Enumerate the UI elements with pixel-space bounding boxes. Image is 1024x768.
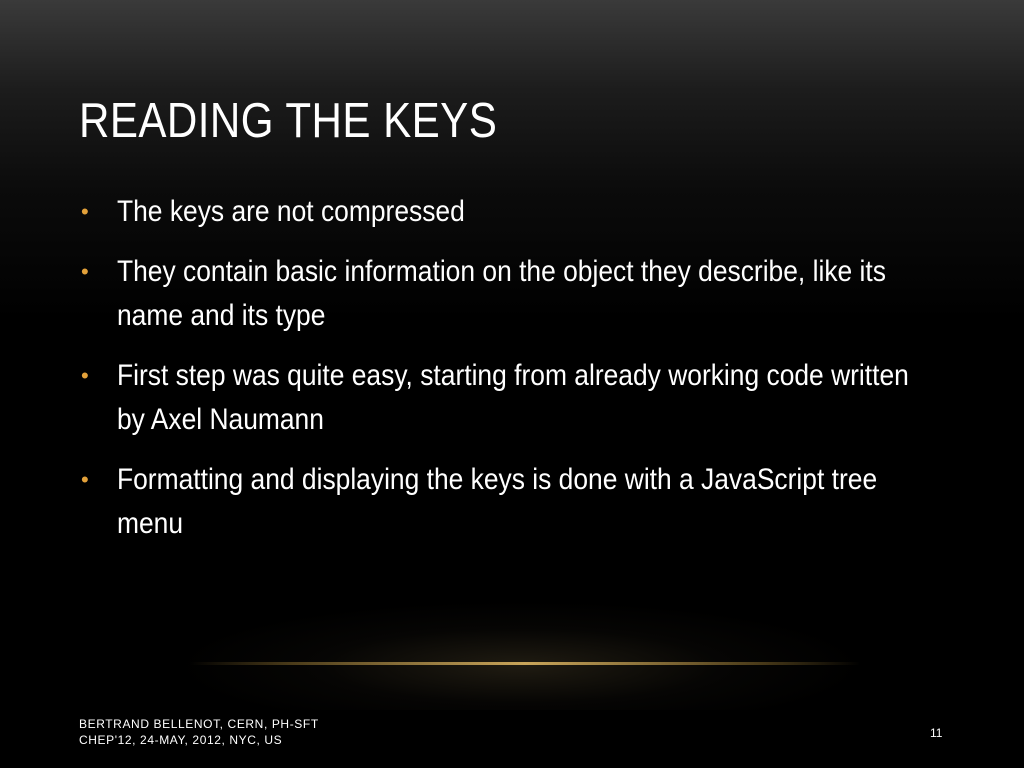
footer-event: CHEP'12, 24-MAY, 2012, NYC, US [79,733,283,747]
bullet-item [79,250,939,338]
bullet-item [79,190,939,234]
bullet-item [79,458,939,546]
bullet-text: They contain basic information on the object they describe, like its name and its type [117,255,886,332]
bullet-icon: • [81,259,89,284]
footer [79,716,319,748]
bottom-glow [170,600,870,710]
bullet-item [79,354,939,442]
bullet-text: First step was quite easy, starting from already working code written by Axel Naumann [117,359,909,436]
page-number: 11 [930,726,943,740]
divider-line [190,662,860,665]
slide-title: READING THE KEYS [79,94,498,148]
bullet-icon: • [81,363,89,388]
footer-author: BERTRAND BELLENOT, CERN, PH-SFT [79,717,319,731]
bullet-list [79,190,939,562]
bullet-text: The keys are not compressed [117,195,465,228]
bullet-text: Formatting and displaying the keys is done with a JavaScript tree menu [117,463,878,540]
bullet-icon: • [81,467,89,492]
bullet-icon: • [81,199,89,224]
